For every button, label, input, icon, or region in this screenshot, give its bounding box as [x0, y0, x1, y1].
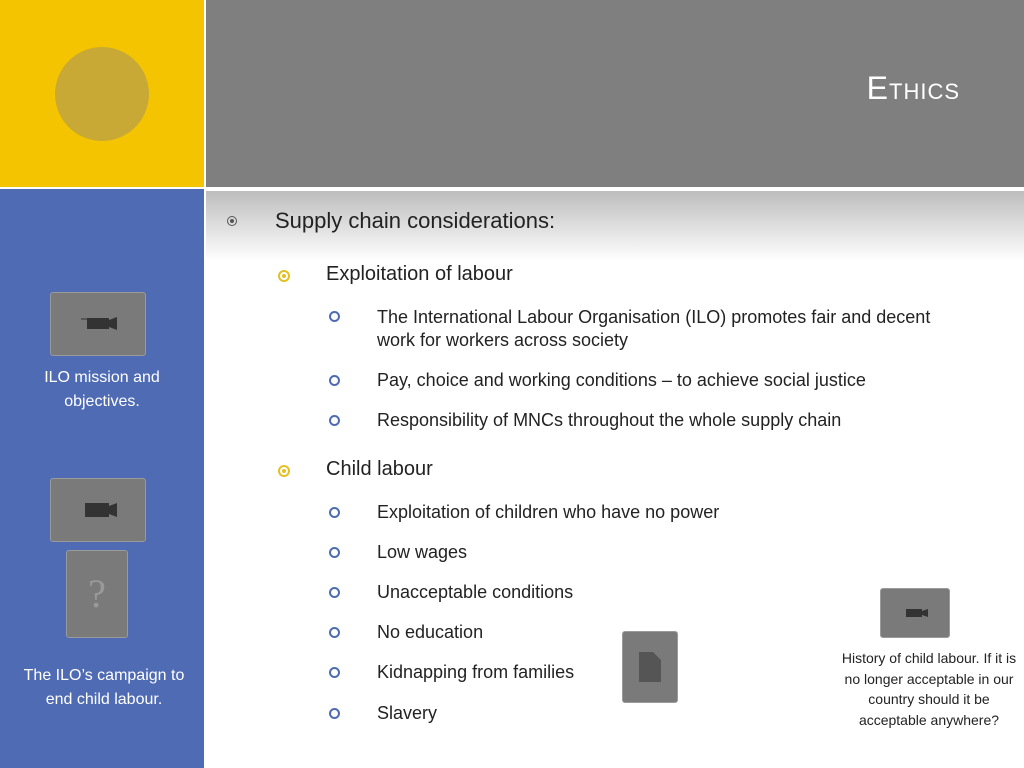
- video-caption: History of child labour. If it is no longer acceptable in our country should it be acceptable anywhere?: [841, 650, 1017, 728]
- page-title: Ethics: [866, 70, 960, 106]
- bullet-icon: [278, 465, 290, 477]
- bullet-icon: [329, 311, 340, 322]
- bullet-icon: [227, 216, 237, 226]
- question-mark-icon: ?: [88, 571, 106, 616]
- section-heading: Exploitation of labour: [326, 263, 513, 285]
- bullet-icon: [278, 270, 290, 282]
- list-item: Slavery: [377, 703, 438, 723]
- list-item: Low wages: [377, 542, 468, 562]
- list-item: The International Labour Organisation (ILO) promotes fair and decent work for workers across society: [377, 307, 931, 350]
- document-placeholder[interactable]: [622, 631, 678, 703]
- video-3-placeholder[interactable]: [880, 588, 950, 638]
- list-item: Unacceptable conditions: [377, 582, 574, 602]
- bullet-icon: [329, 547, 340, 558]
- main-heading: Supply chain considerations:: [275, 208, 556, 233]
- video-camera-icon: [881, 589, 949, 637]
- bullet-icon: [329, 415, 340, 426]
- section-heading: Child labour: [326, 458, 433, 480]
- list-item: Exploitation of children who have no power: [377, 502, 720, 522]
- sidebar-caption-ilo-mission: ILO mission and objectives.: [44, 369, 160, 410]
- sidebar-caption-ilo-campaign: The ILO’s campaign to end child labour.: [23, 667, 185, 708]
- video-1-placeholder[interactable]: [50, 292, 146, 356]
- bullet-icon: [329, 507, 340, 518]
- list-item: Responsibility of MNCs throughout the whole supply chain: [377, 410, 842, 430]
- bullet-icon: [329, 375, 340, 386]
- bullet-icon: [329, 667, 340, 678]
- list-item: Kidnapping from families: [377, 662, 575, 682]
- list-item: No education: [377, 622, 484, 642]
- video-camera-icon: [51, 479, 145, 541]
- bullet-icon: [329, 587, 340, 598]
- video-camera-icon: [51, 293, 145, 355]
- unknown-media-placeholder[interactable]: [66, 550, 128, 638]
- video-2-placeholder[interactable]: [50, 478, 146, 542]
- bullet-icon: [329, 627, 340, 638]
- list-item: Pay, choice and working conditions – to achieve social justice: [377, 370, 866, 390]
- decorative-circle: [55, 47, 149, 141]
- document-icon: [623, 632, 677, 702]
- bullet-icon: [329, 708, 340, 719]
